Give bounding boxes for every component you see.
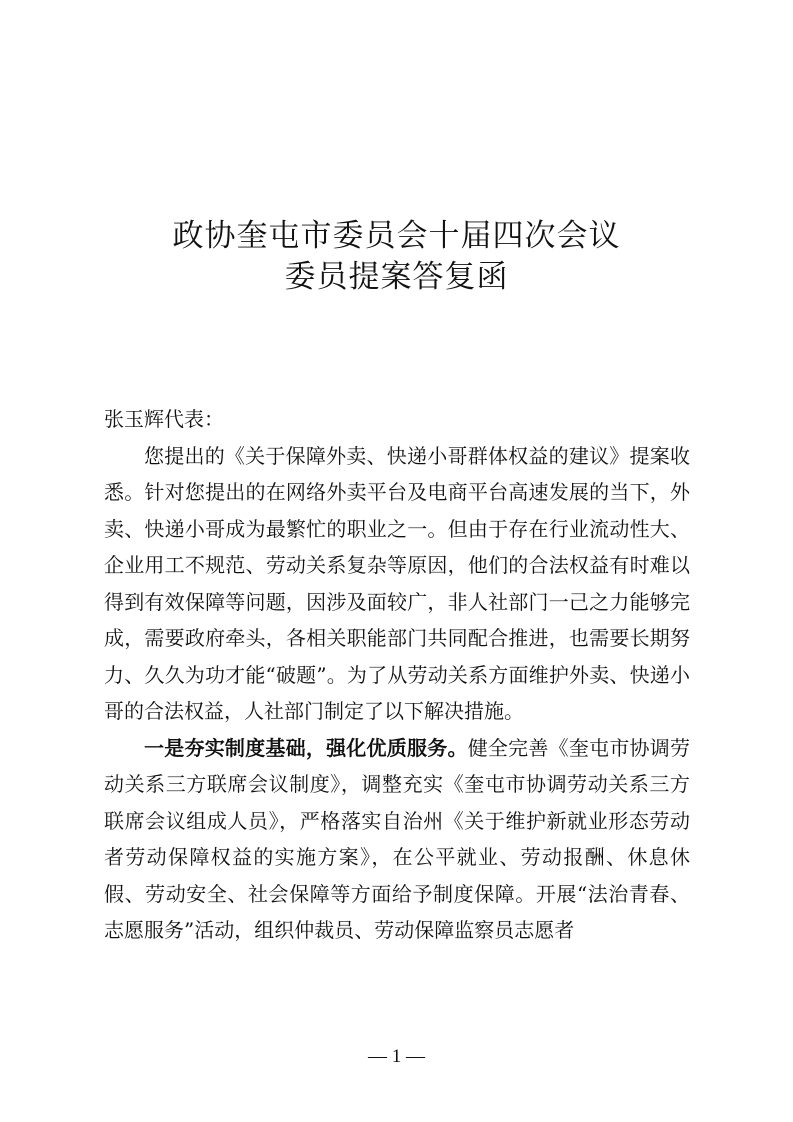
document-title-line-1: 政协奎屯市委员会十届四次会议: [172, 218, 621, 254]
document-body: [104, 401, 690, 949]
paragraph-2-lead: 一是夯实制度基础，强化优质服务。: [144, 735, 468, 760]
paragraph-1: 您提出的《关于保障外卖、快递小哥群体权益的建议》提案收悉。针对您提出的在网络外卖平台及电商平台高速发展的当下，外卖、快递小哥成为最繁忙的职业之一。但由于存在行业流动性大、企业用工不规范、劳动关系复杂等原因，他们的合法权益有时难以得到有效保障等问题，因涉及面较广，非人社部门一己之力能够完成，需要政府牵头，各相关职能部门共同配合推进，也需要长期努力、久久为功才能“破题”。为了从劳动关系方面维护外卖、快递小哥的合法权益，人社部门制定了以下解决措施。: [104, 443, 690, 723]
paragraph-2: [104, 730, 690, 949]
page-number: — 1 —: [368, 1046, 425, 1067]
salutation: 张玉辉代表：: [104, 407, 224, 431]
paragraph-2-text: 健全完善《奎屯市协调劳动关系三方联席会议制度》，调整充实《奎屯市协调劳动关系三方联席会议组成人员》，严格落实自治州《关于维护新就业形态劳动者劳动保障权益的实施方案》，在公平就业、劳动报酬、休息休假、劳动安全、社会保障等方面给予制度保障。开展“法治青春、志愿服务”活动，组织仲裁员、劳动保障监察员志愿者: [104, 735, 691, 942]
document-title-line-2: 委员提案答复函: [284, 259, 509, 295]
